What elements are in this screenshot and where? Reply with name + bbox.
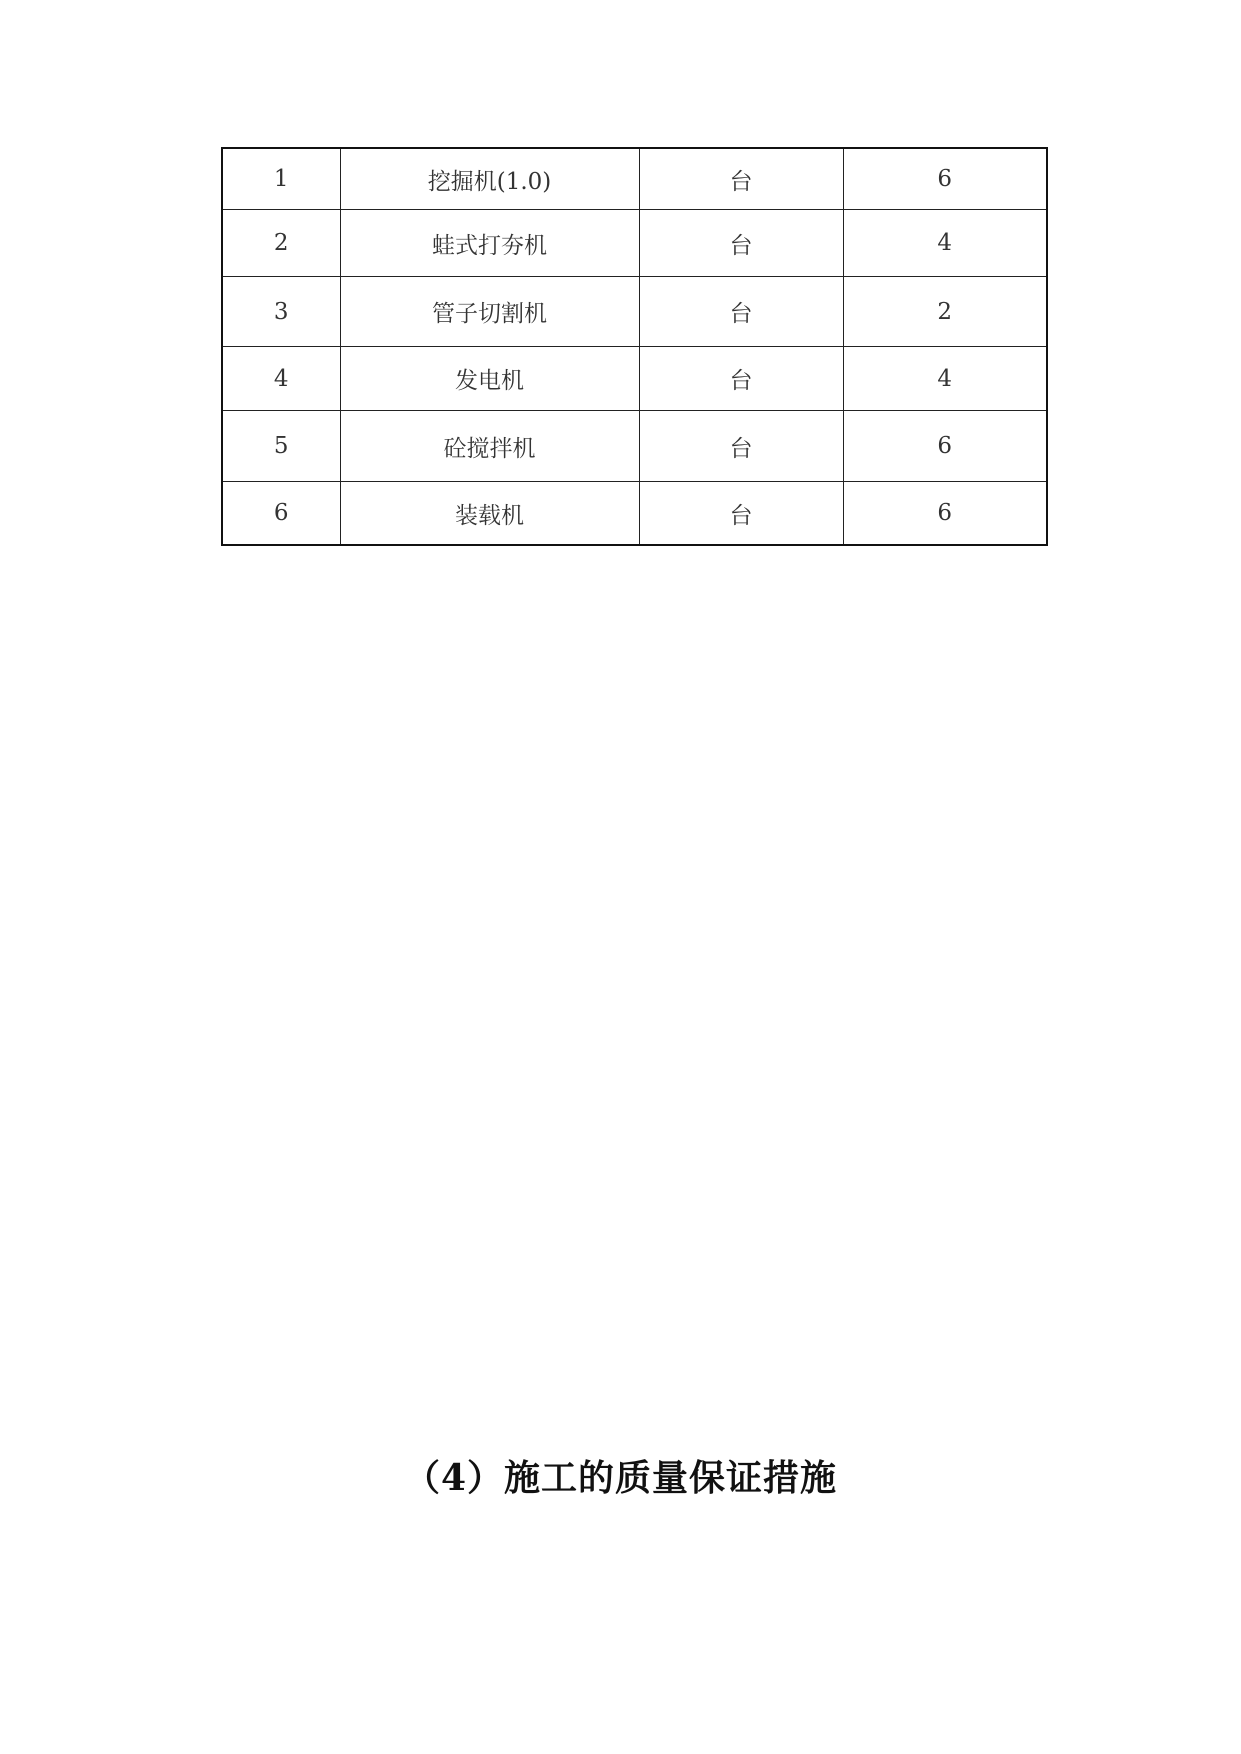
section-heading: （4）施工的质量保证措施 xyxy=(403,1457,838,1499)
table-row xyxy=(222,210,1047,277)
equipment-name-cell: 挖掘机(1.0) xyxy=(340,148,639,210)
unit-cell: 台 xyxy=(639,148,843,210)
table-row xyxy=(222,148,1047,210)
unit-cell: 台 xyxy=(639,210,843,277)
quantity-cell: 4 xyxy=(843,210,1047,277)
equipment-name-cell: 砼搅拌机 xyxy=(340,411,639,482)
unit-cell: 台 xyxy=(639,347,843,411)
quantity-cell: 2 xyxy=(843,277,1047,347)
equipment-name-cell: 蛙式打夯机 xyxy=(340,210,639,277)
quantity-cell: 6 xyxy=(843,411,1047,482)
row-number-cell: 1 xyxy=(222,148,340,210)
row-number-cell: 3 xyxy=(222,277,340,347)
equipment-name-cell: 装载机 xyxy=(340,482,639,546)
unit-cell: 台 xyxy=(639,277,843,347)
table-row xyxy=(222,277,1047,347)
table-row xyxy=(222,482,1047,546)
equipment-table xyxy=(221,147,1048,546)
unit-cell: 台 xyxy=(639,411,843,482)
equipment-name-cell: 管子切割机 xyxy=(340,277,639,347)
row-number-cell: 6 xyxy=(222,482,340,546)
quantity-cell: 6 xyxy=(843,148,1047,210)
row-number-cell: 5 xyxy=(222,411,340,482)
row-number-cell: 2 xyxy=(222,210,340,277)
equipment-name-cell: 发电机 xyxy=(340,347,639,411)
quantity-cell: 4 xyxy=(843,347,1047,411)
table-row xyxy=(222,411,1047,482)
row-number-cell: 4 xyxy=(222,347,340,411)
table-row xyxy=(222,347,1047,411)
quantity-cell: 6 xyxy=(843,482,1047,546)
unit-cell: 台 xyxy=(639,482,843,546)
